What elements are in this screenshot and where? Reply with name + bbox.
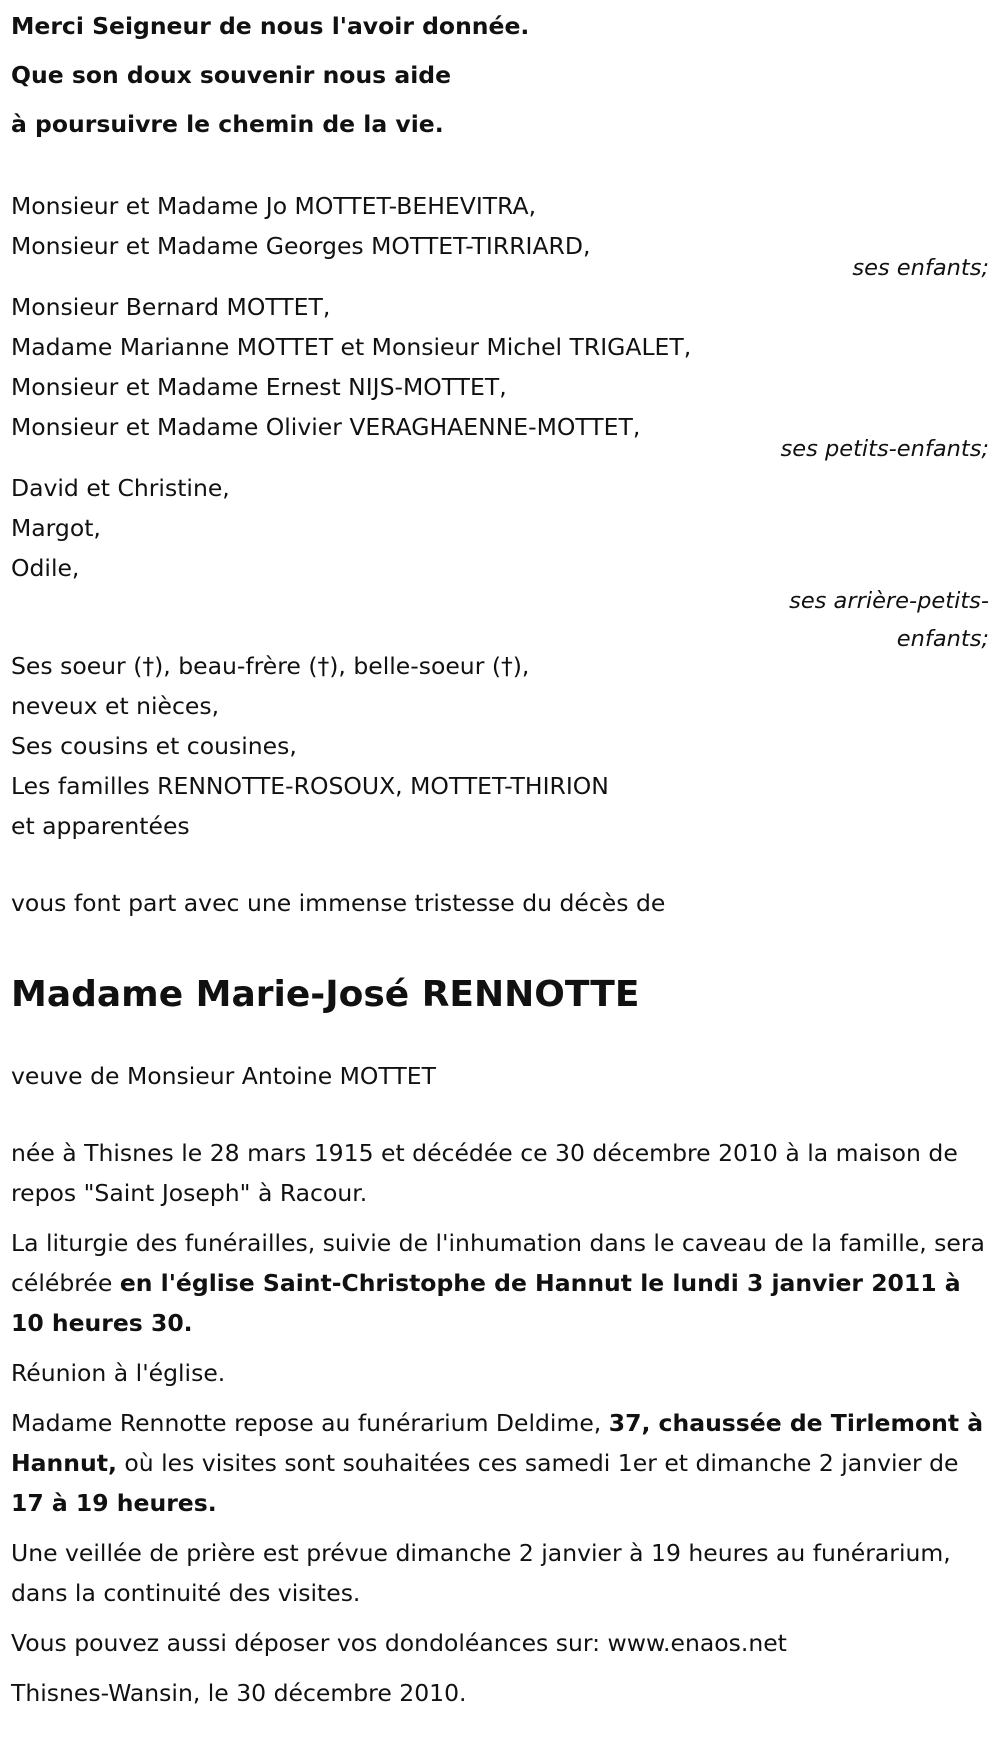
family-line: Ses cousins et cousines,: [11, 732, 297, 760]
family-line: Ses soeur (†), beau-frère (†), belle-soeur (†),: [11, 652, 530, 680]
announcement: vous font part avec une immense tristesse du décès de: [11, 889, 666, 917]
widow-of: veuve de Monsieur Antoine MOTTET: [11, 1062, 436, 1090]
vigil: Une veillée de prière est prévue dimanche 2 janvier à 19 heures au funérarium, dans la continuité des visites.: [11, 1539, 951, 1607]
liturgy-paragraph: [11, 1223, 989, 1343]
great-grandchildren-section: [11, 468, 989, 658]
family-section: [11, 646, 989, 846]
grandchild-name: Monsieur Bernard MOTTET,: [11, 293, 331, 321]
grandchildren-role: ses petits-enfants;: [780, 436, 989, 462]
place-date: Thisnes-Wansin, le 30 décembre 2010.: [11, 1679, 467, 1707]
great-grandchildren-role-line2: enfants;: [896, 626, 989, 652]
grandchild-name: Madame Marianne MOTTET et Monsieur Michel TRIGALET,: [11, 333, 692, 361]
poem-line: Que son doux souvenir nous aide: [11, 61, 452, 89]
great-grandchildren-role-line1: ses arrière-petits-: [789, 588, 989, 614]
great-grandchild-name: Odile,: [11, 554, 80, 582]
funeral-home-text: Madame Rennotte repose au funérarium Deldime,: [11, 1409, 609, 1437]
grandchild-name: Monsieur et Madame Ernest NIJS-MOTTET,: [11, 373, 507, 401]
details-section: [11, 1133, 989, 1663]
liturgy-text: La liturgie des funérailles, suivie de l'inhumation dans le caveau de la famille, sera célébrée: [11, 1229, 985, 1297]
funeral-home-visits: où les visites sont souhaitées ces samedi 1er et dimanche 2 janvier de: [116, 1449, 959, 1477]
child-name: Monsieur et Madame Georges MOTTET-TIRRIARD,: [11, 232, 591, 260]
child-name: Monsieur et Madame Jo MOTTET-BEHEVITRA,: [11, 192, 537, 220]
funeral-home-address: 37, chaussée de Tirlemont à Hannut,: [11, 1409, 984, 1477]
funeral-home-paragraph: [11, 1403, 989, 1523]
great-grandchild-name: Margot,: [11, 514, 101, 542]
liturgy-location-date: en l'église Saint-Christophe de Hannut le lundi 3 janvier 2011 à 10 heures 30.: [11, 1269, 961, 1337]
poem-line: à poursuivre le chemin de la vie.: [11, 110, 444, 138]
condolences: Vous pouvez aussi déposer vos dondoléances sur: www.enaos.net: [11, 1629, 787, 1657]
children-role: ses enfants;: [852, 255, 989, 281]
poem-line: Merci Seigneur de nous l'avoir donnée.: [11, 12, 530, 40]
grandchildren-section: [11, 287, 989, 468]
meeting: Réunion à l'église.: [11, 1359, 226, 1387]
family-line: Les familles RENNOTTE-ROSOUX, MOTTET-THIRION: [11, 772, 609, 800]
great-grandchild-name: David et Christine,: [11, 474, 230, 502]
family-line: neveux et nièces,: [11, 692, 220, 720]
grandchild-name: Monsieur et Madame Olivier VERAGHAENNE-MOTTET,: [11, 413, 641, 441]
deceased-name: Madame Marie-José RENNOTTE: [11, 974, 640, 1015]
children-section: [11, 186, 989, 287]
poem: [11, 2, 529, 149]
birth-death: née à Thisnes le 28 mars 1915 et décédée ce 30 décembre 2010 à la maison de repos "Saint Joseph" à Racour.: [11, 1139, 958, 1207]
family-line: et apparentées: [11, 812, 190, 840]
funeral-home-hours: 17 à 19 heures.: [11, 1489, 217, 1517]
